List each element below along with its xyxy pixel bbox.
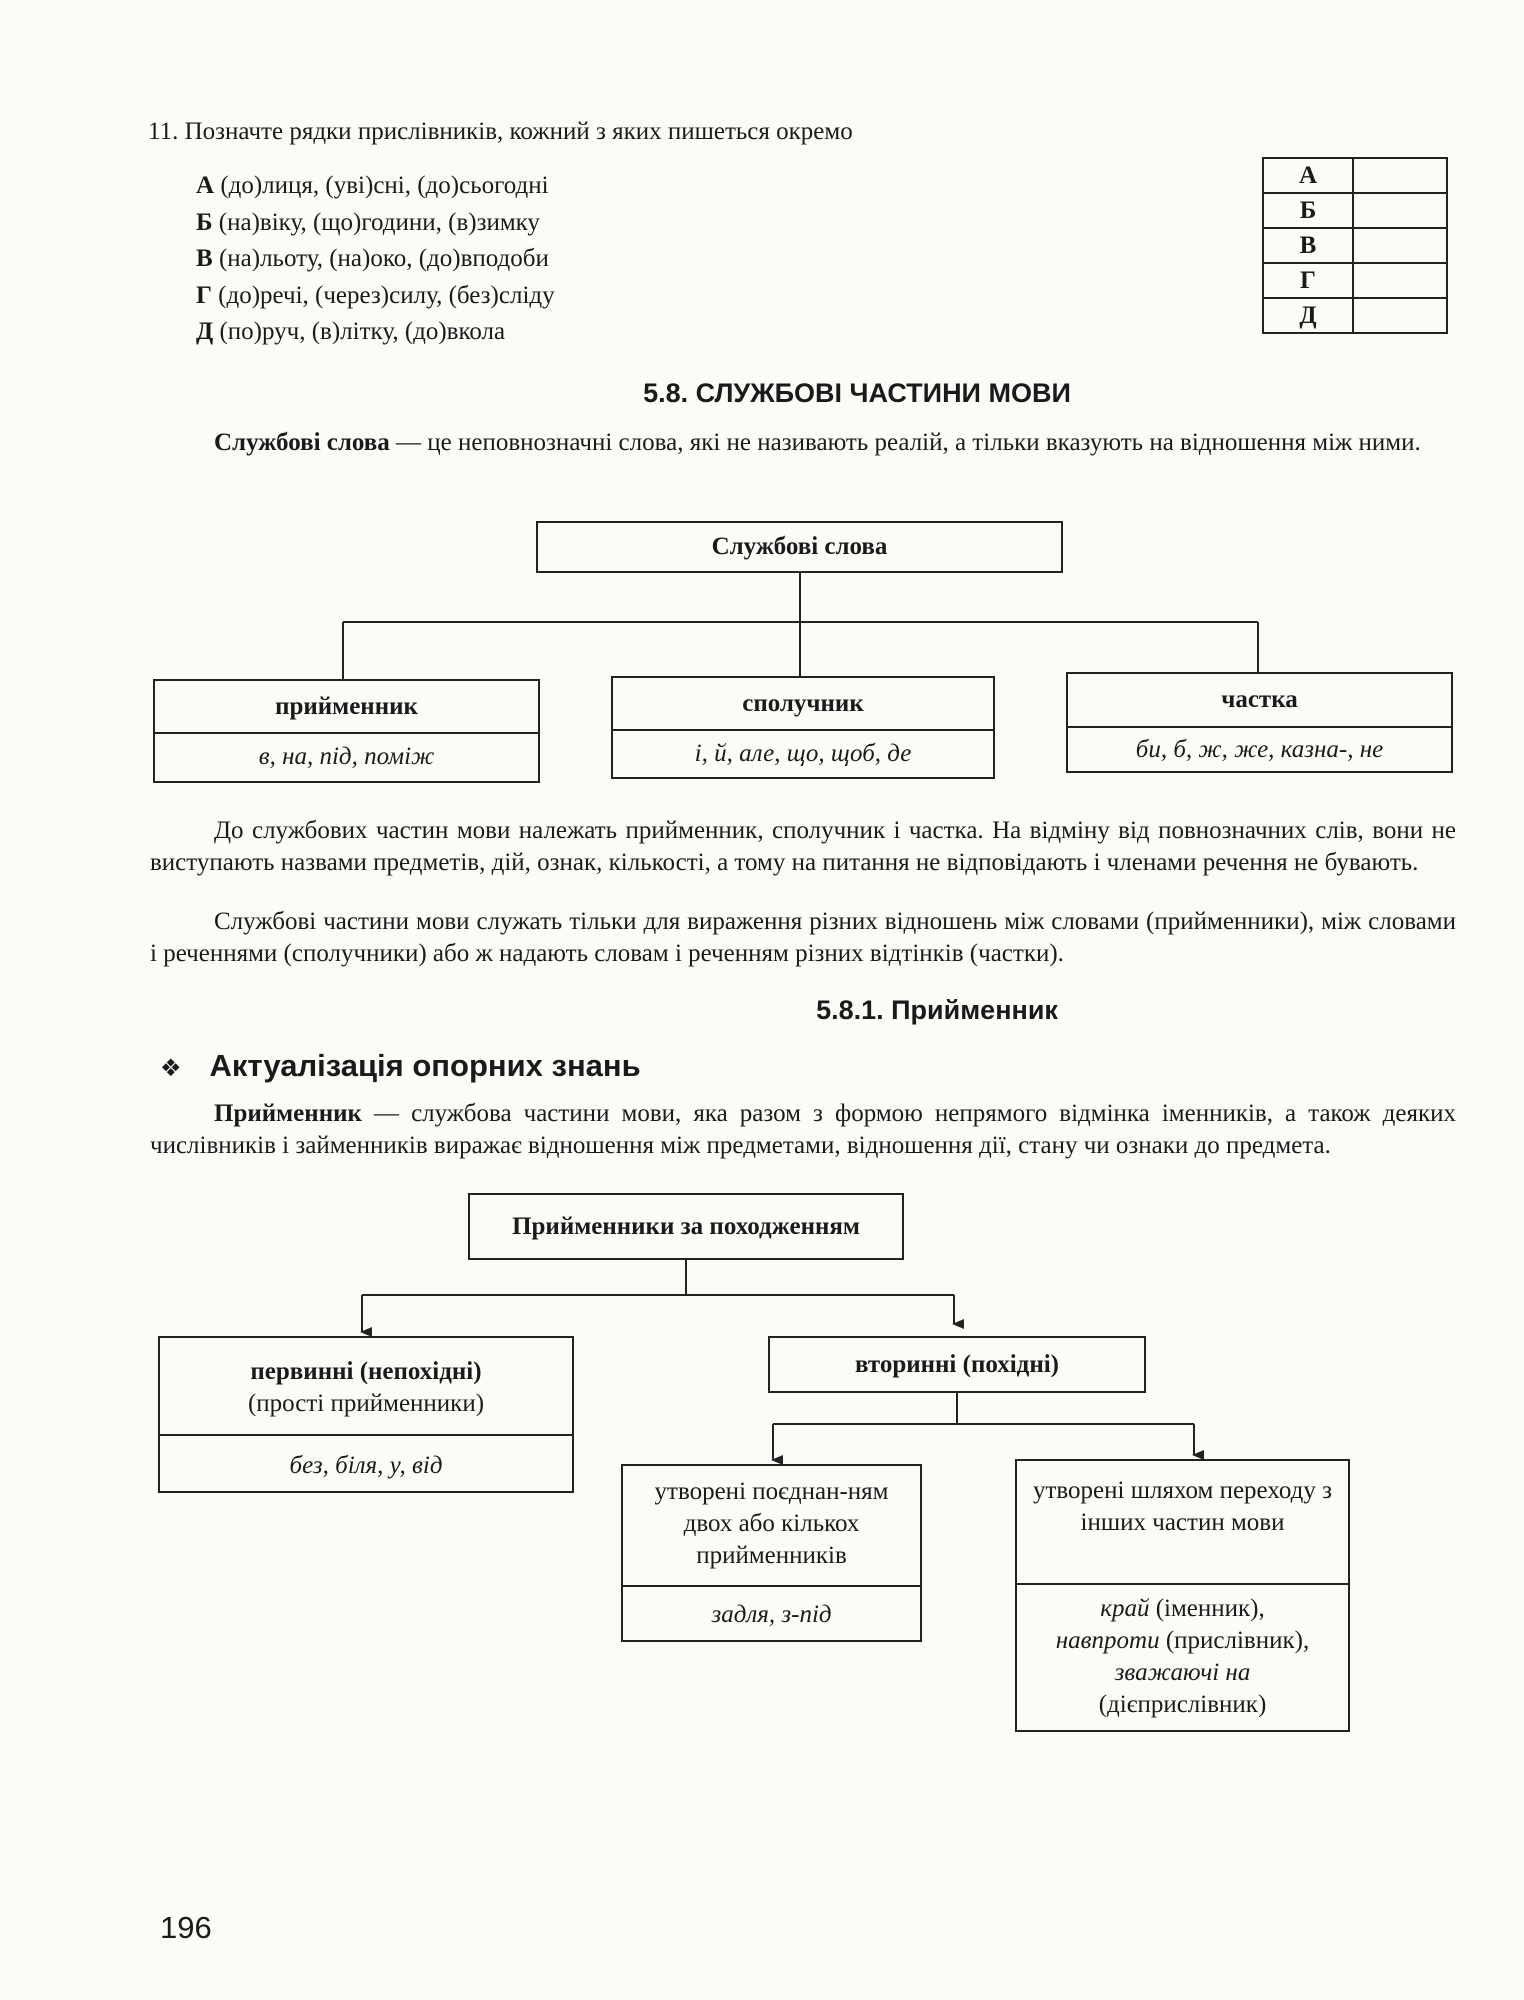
actualization-heading: ❖ Актуалізація опорних знань	[160, 1048, 641, 1083]
answer-letter: Б	[1263, 193, 1353, 228]
paragraph-2: Службові частини мови служать тільки для вираження різних відношень між словами (прийменники), між словами і реченнями (сполучники) або ж надають словам і реченням різних відтінків (частки).	[150, 908, 1456, 967]
diagram2-combined	[621, 1464, 922, 1642]
definition-text: — це неповнозначні слова, які не називають реалій, а тільки вказують на відношення між ними.	[389, 429, 1421, 456]
answer-letter: А	[1263, 158, 1353, 193]
preposition-definition	[150, 1098, 1456, 1162]
conjunction-examples: і, й, але, що, щоб, де	[613, 729, 993, 779]
definition-term: Прийменник	[214, 1100, 362, 1127]
diagram1-preposition	[153, 679, 540, 783]
particle-examples: би, б, ж, же, казна-, не	[1068, 726, 1451, 773]
answer-letter: Д	[1263, 298, 1353, 333]
answer-letter: В	[1263, 228, 1353, 263]
diagram2-transition	[1015, 1459, 1350, 1732]
combined-text: утворені поєднан-ням двох або кількох прийменників	[654, 1478, 889, 1569]
diagram1-particle	[1066, 672, 1453, 773]
diagram1-root: Службові слова	[536, 521, 1063, 573]
definition-term: Службові слова	[214, 429, 390, 456]
preposition-examples: в, на, під, поміж	[155, 732, 538, 783]
combined-examples: задля, з-під	[623, 1585, 920, 1642]
primary-heading: первинні (непохідні) (прості прийменники)	[247, 1358, 485, 1417]
option-h: Г (до)речі, (через)силу, (без)сліду	[196, 281, 555, 309]
diamond-bullet-icon: ❖	[160, 1055, 182, 1082]
subsection-title: 5.8.1. Прийменник	[816, 995, 1058, 1025]
transition-text: утворені шляхом переходу з інших частин мови	[1032, 1477, 1332, 1536]
definition-text: — службова частини мови, яка разом з формою непрямого відмінка іменників, а також деяких числівників і займенників виражає відношення між предметами, відношення дії, стану чи ознаки до предмета.	[150, 1100, 1456, 1159]
preposition-title: прийменник	[275, 693, 418, 720]
diagram2-root: Прийменники за походженням	[468, 1193, 904, 1260]
answer-letter: Г	[1263, 263, 1353, 298]
option-v: В (на)льоту, (на)око, (до)вподоби	[196, 245, 549, 272]
conjunction-title: сполучник	[742, 690, 864, 717]
transition-examples: край (іменник), навпроти (прислівник), зважаючі на (дієприслівник)	[1017, 1583, 1348, 1730]
primary-examples: без, біля, у, від	[160, 1434, 572, 1493]
paragraph-1: До службових частин мови належать прийменник, сполучник і частка. На відміну від повнозначних слів, вони не виступають назвами предметів, дій, ознак, кількості, а тому на питання не відповідають і членами речення не бувають.	[150, 817, 1456, 876]
question-11-title: 11. Позначте рядки прислівників, кожний з яких пишеться окремо	[148, 118, 853, 145]
option-a: А (до)лиця, (уві)сні, (до)сьогодні	[196, 172, 549, 199]
diagram2-primary	[158, 1336, 574, 1493]
option-b: Б (на)віку, (що)години, (в)зимку	[196, 208, 540, 236]
particle-title: частка	[1221, 686, 1298, 713]
diagram2-secondary: вторинні (похідні)	[768, 1336, 1146, 1393]
option-d: Д (по)руч, (в)літку, (до)вкола	[196, 318, 506, 345]
diagram1-conjunction	[611, 676, 995, 779]
section-title: 5.8. СЛУЖБОВІ ЧАСТИНИ МОВИ	[643, 378, 1071, 408]
page-number: 196	[160, 1910, 212, 1945]
